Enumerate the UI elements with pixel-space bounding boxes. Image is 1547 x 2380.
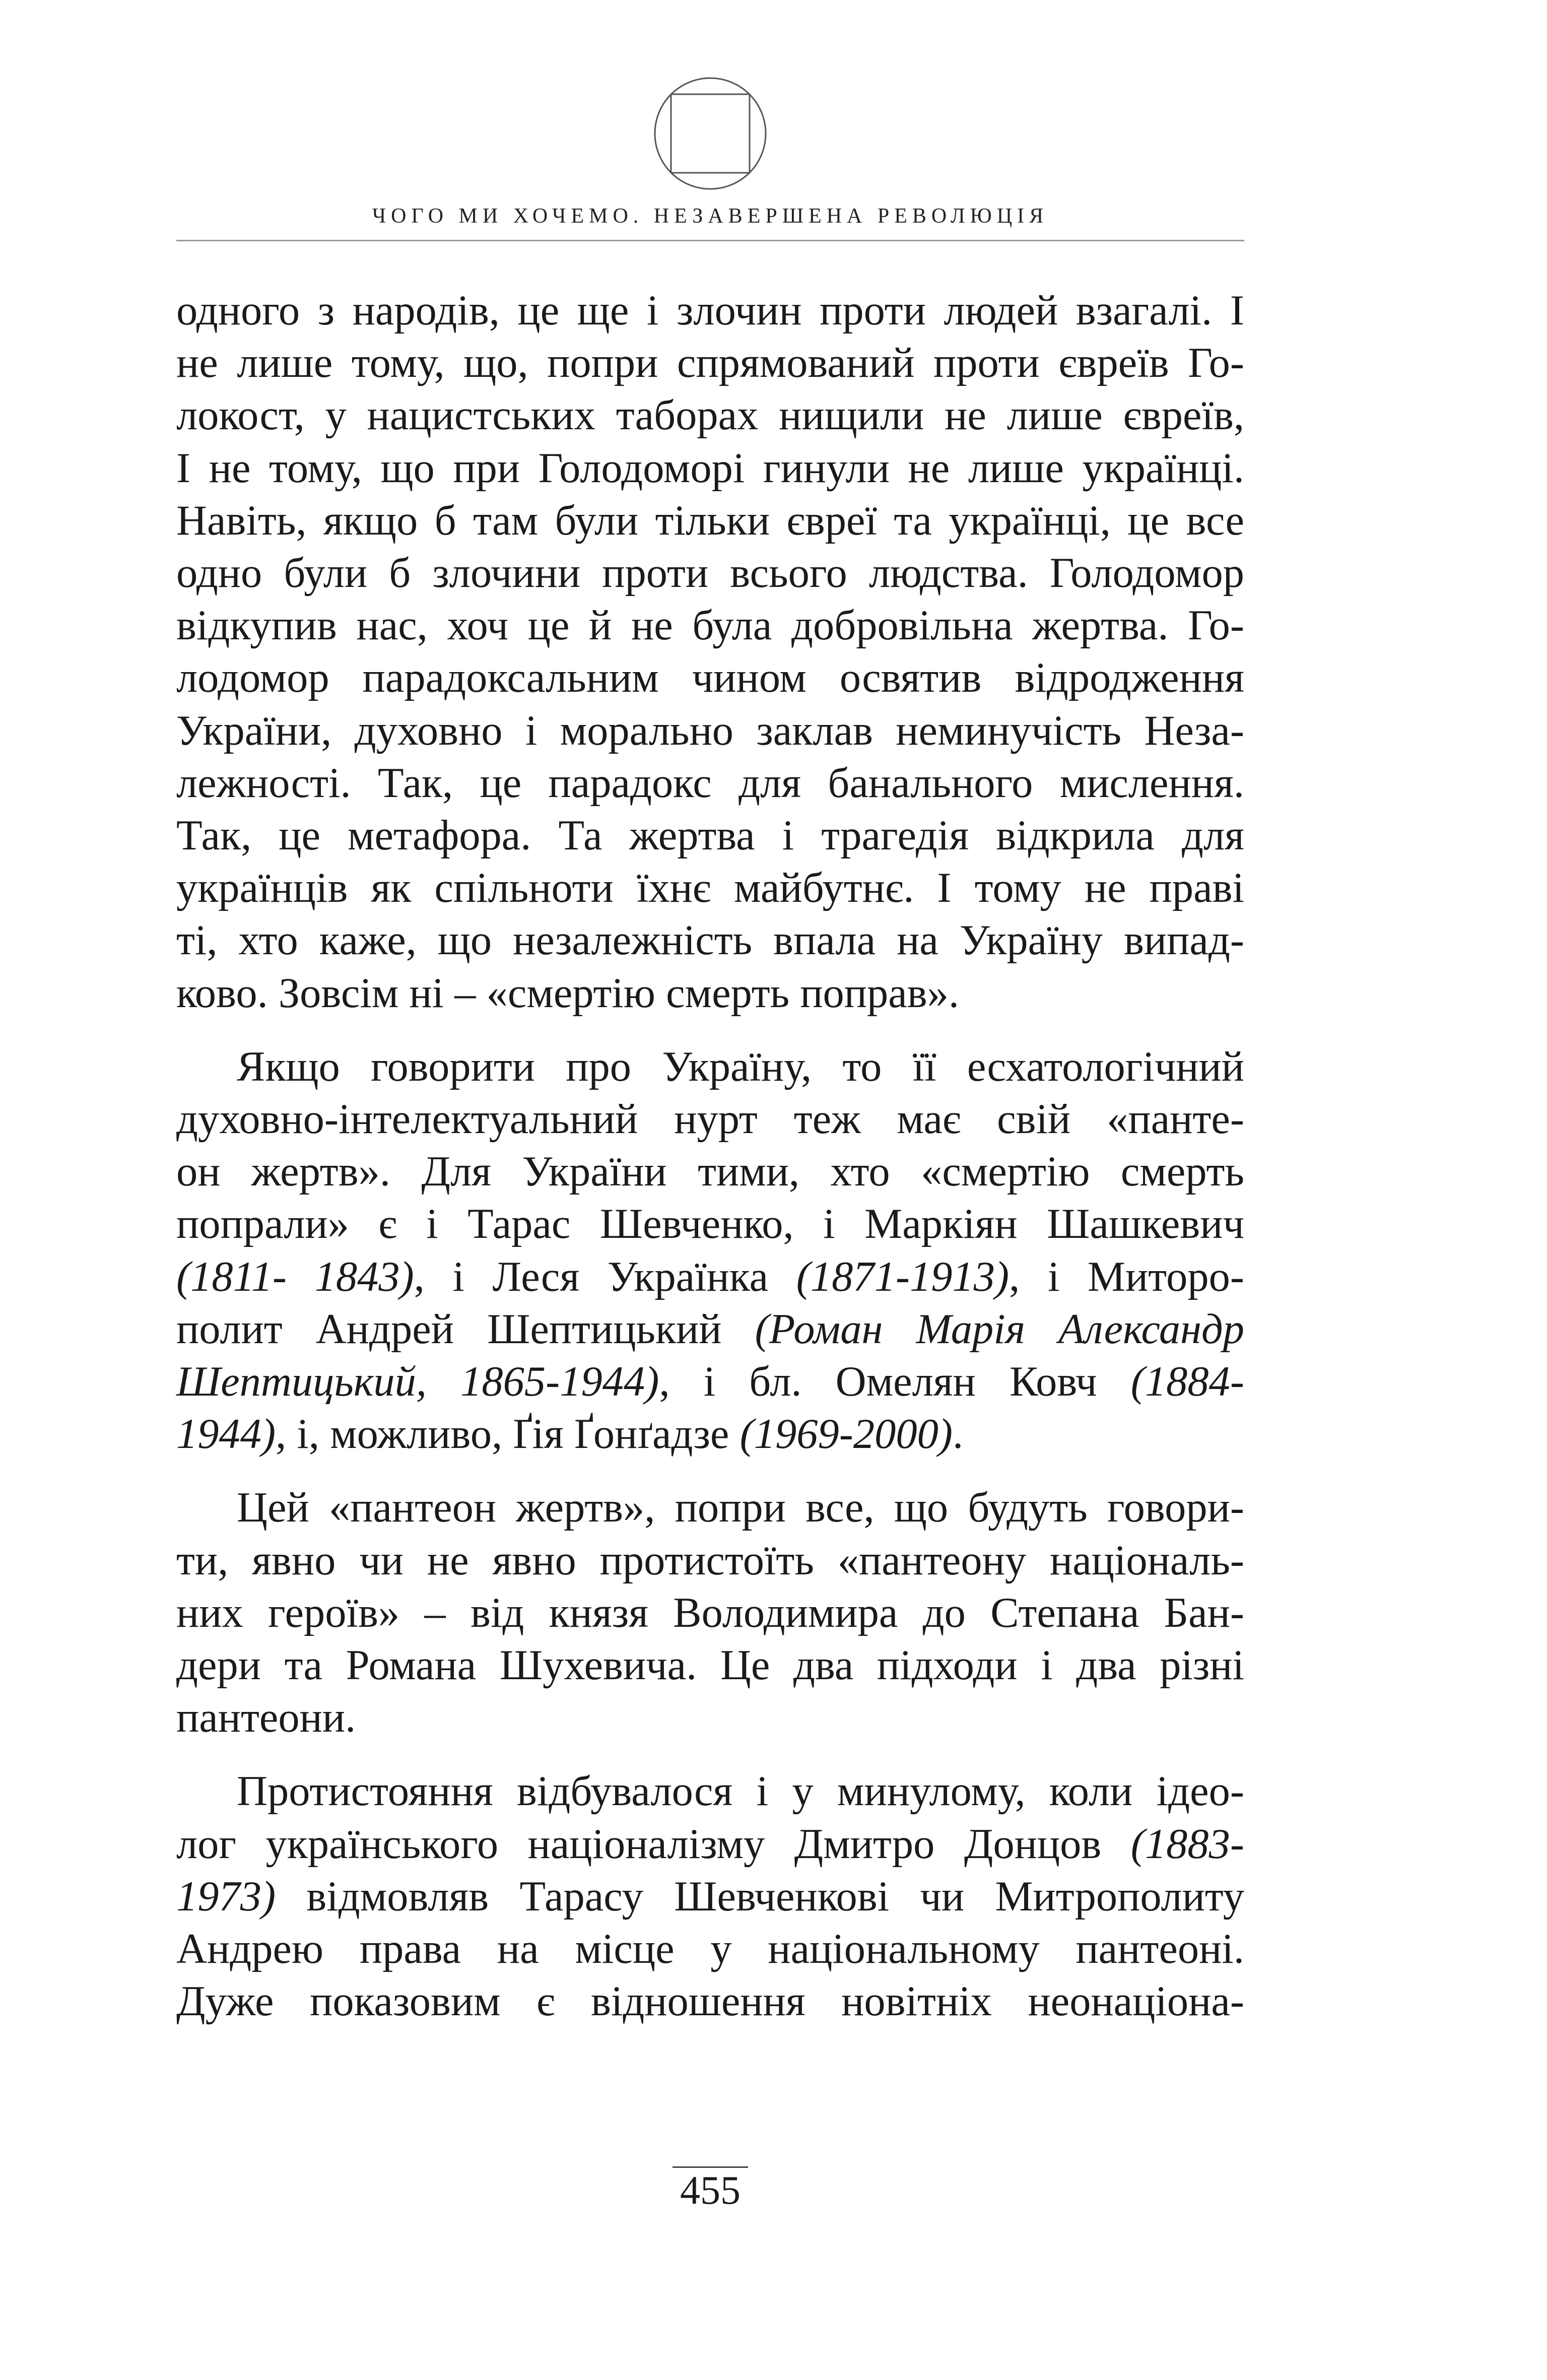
text-line: локост, у нацистських таборах нищили не лише євреїв,	[176, 392, 1244, 439]
circle-square-emblem-icon	[652, 76, 768, 191]
text-line: попрали» є і Тарас Шевченко, і Маркіян Шашкевич	[176, 1201, 1244, 1248]
text-line	[176, 1818, 1244, 1871]
text-line: одного з народів, це ще і злочин проти людей взагалі. І	[176, 287, 1244, 334]
text-line: них героїв» – від князя Володимира до Степана Бан-	[176, 1589, 1244, 1636]
text-line: Так, це метафора. Та жертва і трагедія відкрила для	[176, 812, 1244, 860]
text-line: одно були б злочини проти всього людства. Голодомор	[176, 550, 1244, 597]
date-range: (1811- 1843)	[176, 1253, 414, 1300]
running-head: ЧОГО МИ ХОЧЕМО. НЕЗАВЕРШЕНА РЕВОЛЮЦІЯ	[372, 205, 1049, 228]
page-number: 455	[680, 2168, 741, 2213]
date-range: 1973)	[176, 1873, 276, 1920]
date-range: 1944)	[176, 1411, 276, 1458]
header-rule	[176, 240, 1244, 241]
body-text	[176, 285, 1244, 2028]
text-line	[176, 1356, 1244, 1408]
text-run: , і, можливо, Ґія Ґонґадзе	[276, 1411, 740, 1458]
text-line: Дуже показовим є відношення новітніх неонаціона-	[176, 1978, 1244, 2025]
italic-note: (Роман Марія Александр	[755, 1305, 1244, 1353]
text-line	[176, 1408, 1244, 1461]
text-line: ти, явно чи не явно протистоїть «пантеону національ-	[176, 1537, 1244, 1584]
date-range: (1969-2000)	[739, 1411, 953, 1458]
text-run: лог українського націоналізму Дмитро Донцов	[176, 1820, 1131, 1868]
text-line: лодомор парадоксальним чином освятив відродження	[176, 654, 1244, 702]
text-line: Навіть, якщо б там були тільки євреї та українці, це все	[176, 497, 1244, 544]
text-line: Якщо говорити про Україну, то її есхатологічний	[237, 1043, 1244, 1090]
text-line: України, духовно і морально заклав неминучість Неза-	[176, 707, 1244, 754]
paragraph	[176, 1482, 1244, 1744]
text-run: відмовляв Тарасу Шевченкові чи Митрополиту	[276, 1873, 1244, 1920]
text-line: пантеони.	[176, 1694, 356, 1742]
date-range: (1883-	[1130, 1820, 1244, 1868]
text-run: , і бл. Омелян Ковч	[659, 1358, 1131, 1406]
text-run: полит Андрей Шептицький	[176, 1305, 755, 1353]
text-line: ті, хто каже, що незалежність впала на Україну випад-	[176, 917, 1244, 964]
text-line: дери та Романа Шухевича. Це два підходи і два різні	[176, 1642, 1244, 1689]
text-line: І не тому, що при Голодоморі гинули не лише українці.	[176, 444, 1244, 492]
text-line: он жертв». Для України тими, хто «смертію смерть	[176, 1148, 1244, 1196]
text-line: Цей «пантеон жертв», попри все, що будуть говори-	[237, 1484, 1244, 1532]
text-line	[176, 1251, 1244, 1303]
date-range: (1884-	[1130, 1358, 1245, 1406]
text-line: Протистояння відбувалося і у минулому, коли ідео-	[237, 1768, 1244, 1815]
italic-note: Шептицький, 1865-1944)	[176, 1358, 659, 1406]
text-line: Андрею права на місце у національному пантеоні.	[176, 1926, 1244, 1973]
text-line: відкупив нас, хоч це й не була добровільна жертва. Го-	[176, 602, 1244, 649]
text-line: українців як спільноти їхнє майбутнє. І тому не праві	[176, 865, 1244, 912]
paragraph	[176, 285, 1244, 1020]
text-line: не лише тому, що, попри спрямований проти євреїв Го-	[176, 340, 1244, 387]
text-line: ково. Зовсім ні – «смертію смерть поправ».	[176, 969, 960, 1017]
text-line: духовно-інтелектуальний нурт теж має свій «панте-	[176, 1096, 1244, 1143]
text-run: , і Леся Українка	[414, 1253, 796, 1300]
date-range: (1871-1913)	[796, 1253, 1010, 1300]
text-line: лежності. Так, це парадокс для банального мислення.	[176, 759, 1244, 807]
text-run: , і Миторо-	[1009, 1253, 1244, 1300]
paragraph	[176, 1765, 1244, 2028]
text-line	[176, 1871, 1244, 1923]
paragraph	[176, 1041, 1244, 1461]
text-run: .	[952, 1411, 964, 1458]
text-line	[176, 1303, 1244, 1356]
